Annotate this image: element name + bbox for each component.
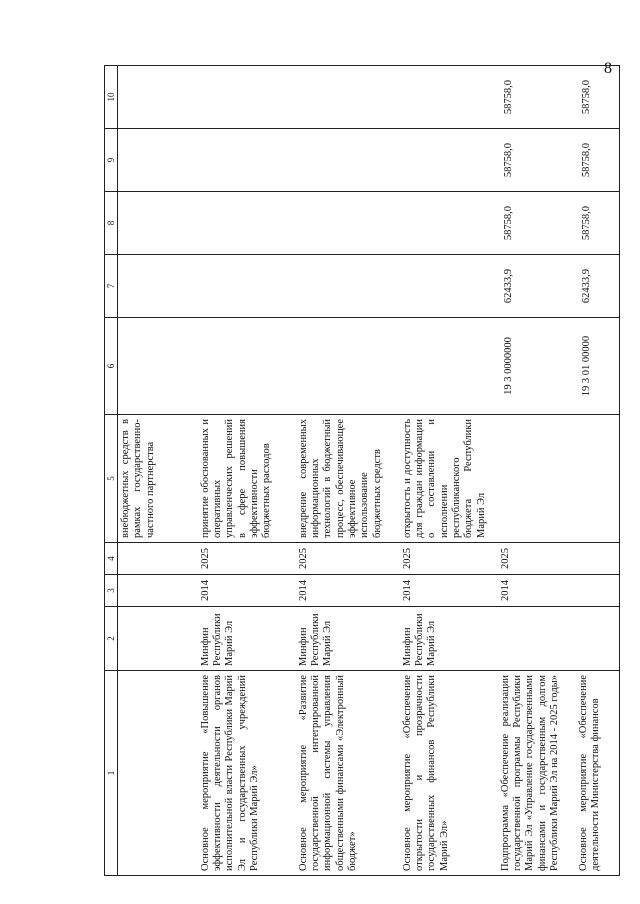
cell-start-year: 2014 [498, 575, 576, 607]
cell-name: Основное мероприятие «Обеспечение открытости и прозрачности государственных финансов Республики Марий Эл» [400, 671, 498, 876]
program-table [104, 65, 620, 876]
column-number: 6 [105, 318, 118, 415]
program-table-frame [104, 66, 639, 876]
cell-value-10: 58758,0 [498, 66, 576, 129]
cell-executor [118, 607, 198, 671]
cell-result: внебюджетных средств в рамках государственно-частного партнерства [118, 415, 198, 543]
cell-value-7 [296, 255, 400, 318]
cell-value-8: 58758,0 [576, 192, 620, 255]
cell-executor [576, 607, 620, 671]
cell-end-year: 2025 [198, 543, 296, 575]
cell-value-10 [198, 66, 296, 129]
column-number: 8 [105, 192, 118, 255]
column-number: 4 [105, 543, 118, 575]
cell-result: открытость и доступность для граждан информации о составлении и исполнении республиканского бюджета Республики Марий Эл [400, 415, 498, 543]
cell-value-9 [296, 129, 400, 192]
cell-result: принятие обоснованных и оперативных управленческих решений в сфере повышения эффективности бюджетных расходов [198, 415, 296, 543]
cell-value-10 [400, 66, 498, 129]
cell-value-8 [198, 192, 296, 255]
cell-name: Основное мероприятие «Повышение эффективности деятельности органов исполнительной власти Республики Марий Эл и государственных учреждений Республики Марий Эл» [198, 671, 296, 876]
cell-code: 19 3 01 00000 [576, 318, 620, 415]
cell-end-year [576, 543, 620, 575]
cell-code [198, 318, 296, 415]
column-number: 5 [105, 415, 118, 543]
cell-value-8 [118, 192, 198, 255]
cell-result: внедрение современных информационных технологий в бюджетный процесс, обеспечивающее эффективное использование бюджетных средств [296, 415, 400, 543]
cell-code [118, 318, 198, 415]
cell-value-8 [296, 192, 400, 255]
table-row [198, 66, 296, 876]
cell-executor: Минфин Республики Марий Эл [400, 607, 498, 671]
cell-value-7 [198, 255, 296, 318]
cell-value-10: 58758,0 [576, 66, 620, 129]
cell-end-year: 2025 [296, 543, 400, 575]
column-number-row [105, 66, 118, 876]
column-number: 2 [105, 607, 118, 671]
cell-executor: Минфин Республики Марий Эл [198, 607, 296, 671]
column-number: 1 [105, 671, 118, 876]
cell-result [576, 415, 620, 543]
cell-end-year: 2025 [498, 543, 576, 575]
cell-value-10 [118, 66, 198, 129]
column-number: 10 [105, 66, 118, 129]
cell-start-year: 2014 [296, 575, 400, 607]
cell-code [400, 318, 498, 415]
cell-name: Основное мероприятие «Обеспечение деятельности Министерства финансов [576, 671, 620, 876]
page-number: 8 [604, 60, 612, 77]
table-row [400, 66, 498, 876]
cell-code [296, 318, 400, 415]
cell-value-9: 58758,0 [498, 129, 576, 192]
cell-value-7 [400, 255, 498, 318]
cell-name: Основное мероприятие «Развитие государственной интегрированной информационной системы управления общественными финансами «Электронный бюджет» [296, 671, 400, 876]
cell-executor [498, 607, 576, 671]
cell-end-year [118, 543, 198, 575]
cell-name: Подпрограмма «Обеспечение реализации государственной программы Республики Марий Эл «Управление государственными финансами и государственным долгом Республики Марий Эл на 2014 - 2025 годы» [498, 671, 576, 876]
cell-start-year [576, 575, 620, 607]
cell-value-8: 58758,0 [498, 192, 576, 255]
table-row [576, 66, 620, 876]
cell-value-9 [118, 129, 198, 192]
table-row [498, 66, 576, 876]
cell-value-10 [296, 66, 400, 129]
cell-value-9: 58758,0 [576, 129, 620, 192]
cell-start-year: 2014 [198, 575, 296, 607]
cell-name [118, 671, 198, 876]
cell-value-9 [198, 129, 296, 192]
cell-end-year: 2025 [400, 543, 498, 575]
cell-start-year [118, 575, 198, 607]
cell-start-year: 2014 [400, 575, 498, 607]
cell-executor: Минфин Республики Марий Эл [296, 607, 400, 671]
cell-value-8 [400, 192, 498, 255]
cell-value-9 [400, 129, 498, 192]
cell-value-7 [118, 255, 198, 318]
table-row [118, 66, 198, 876]
cell-value-7: 62433,9 [498, 255, 576, 318]
column-number: 3 [105, 575, 118, 607]
cell-value-7: 62433,9 [576, 255, 620, 318]
column-number: 7 [105, 255, 118, 318]
column-number: 9 [105, 129, 118, 192]
cell-code: 19 3 0000000 [498, 318, 576, 415]
table-row [296, 66, 400, 876]
cell-result [498, 415, 576, 543]
